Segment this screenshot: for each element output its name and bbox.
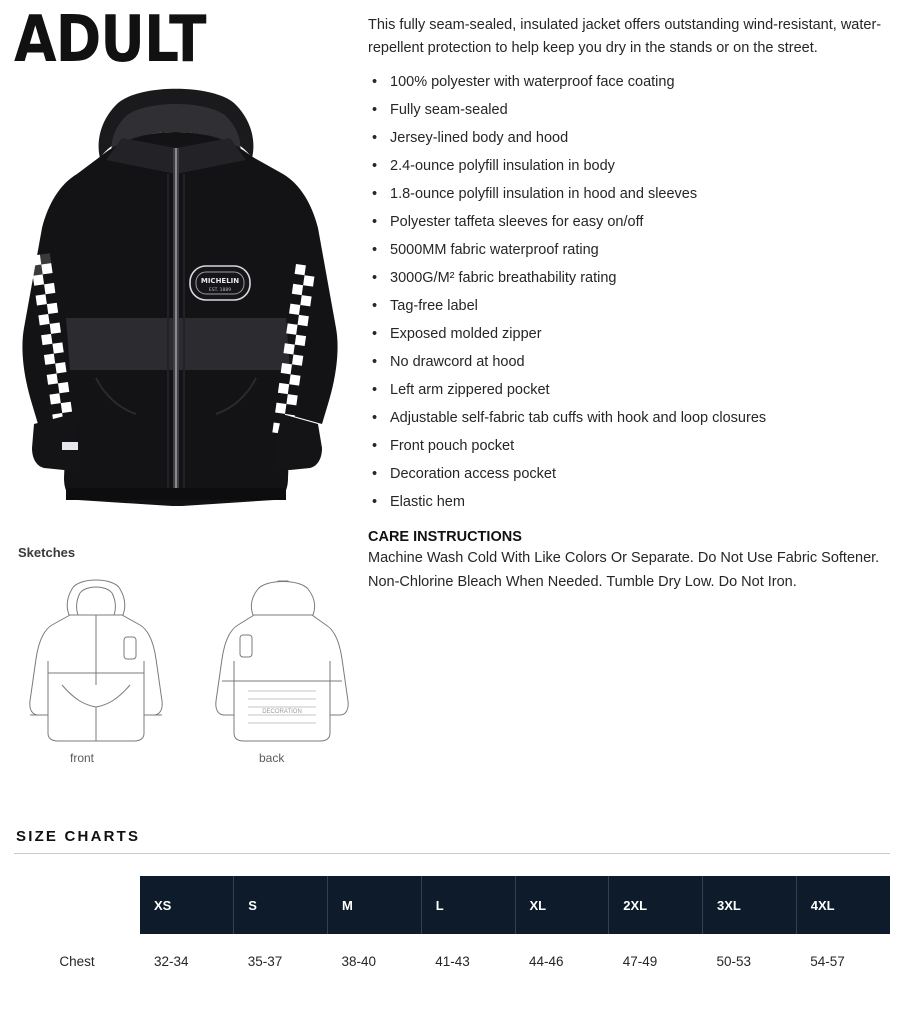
list-item: • Front pouch pocket [368,435,892,463]
list-item: • No drawcord at hood [368,351,892,379]
list-item: • Tag-free label [368,295,892,323]
list-item: • Elastic hem [368,491,892,519]
sketch-illustrations [10,565,350,775]
left-column [0,0,352,765]
list-item: • 2.4-ounce polyfill insulation in body [368,155,892,183]
care-instructions-body: Machine Wash Cold With Like Colors Or Separate. Do Not Use Fabric Softener. Non-Chlorine Bleach When Needed. Tumble Dry Low. Do Not Iron. [368,550,880,590]
feature-list [368,71,892,520]
size-charts-heading: SIZE CHARTS [16,828,141,845]
list-item: • Polyester taffeta sleeves for easy on/off [368,211,892,239]
list-item: • Decoration access pocket [368,463,892,491]
column-header-2xl: 2XL [609,876,703,934]
list-item: • Jersey-lined body and hood [368,127,892,155]
cell-chest-3xl: 50-53 [716,953,752,969]
cell-chest-m: 38-40 [341,953,377,969]
size-chart-table [14,876,890,988]
size-charts-section [14,828,890,988]
list-item: • 1.8-ounce polyfill insulation in hood and sleeves [368,183,892,211]
list-item: • 5000MM fabric waterproof rating [368,239,892,267]
cell-chest-s: 35-37 [247,953,283,969]
svg-text:DECORATION: DECORATION [262,709,302,715]
column-header-4xl: 4XL [796,876,890,934]
list-item: • Exposed molded zipper [368,323,892,351]
list-item: • 3000G/M² fabric breathability rating [368,267,892,295]
sketch-back-caption: back [259,751,285,765]
row-label-chest: Chest [59,953,95,969]
column-header-3xl: 3XL [703,876,797,934]
column-header-m: M [328,876,422,934]
divider [14,853,890,854]
sketch-back [216,581,348,741]
list-item: • 100% polyester with waterproof face coating [368,71,892,99]
column-header-xl: XL [515,876,609,934]
product-intro: This fully seam-sealed, insulated jacket offers outstanding wind-resistant, water-repellent protection to help keep you dry in the stands or on the street. [368,17,882,57]
hero-logo-bottom: EST. 1889 [208,288,232,293]
table-corner-cell [14,876,140,934]
page-title: ADULT [14,2,206,77]
cell-chest-2xl: 47-49 [622,953,658,969]
column-header-l: L [421,876,515,934]
column-header-xs: XS [140,876,234,934]
care-instructions-title: CARE INSTRUCTIONS [368,529,522,546]
column-header-s: S [234,876,328,934]
table-header-row [14,876,890,934]
sketch-front [30,580,162,741]
list-item: • Fully seam-sealed [368,99,892,127]
cell-chest-4xl: 54-57 [810,953,845,969]
sketch-front-caption: front [70,751,95,765]
cell-chest-xs: 32-34 [154,953,189,969]
table-row [14,934,890,988]
list-item: • Adjustable self-fabric tab cuffs with hook and loop closures [368,407,892,435]
product-hero-image [0,78,352,508]
list-item: • Left arm zippered pocket [368,379,892,407]
hero-logo-top: MICHELIN [200,277,240,285]
cell-chest-l: 41-43 [435,953,470,969]
sketches-label: Sketches [18,545,76,560]
cell-chest-xl: 44-46 [529,953,564,969]
product-description-column [368,14,892,594]
